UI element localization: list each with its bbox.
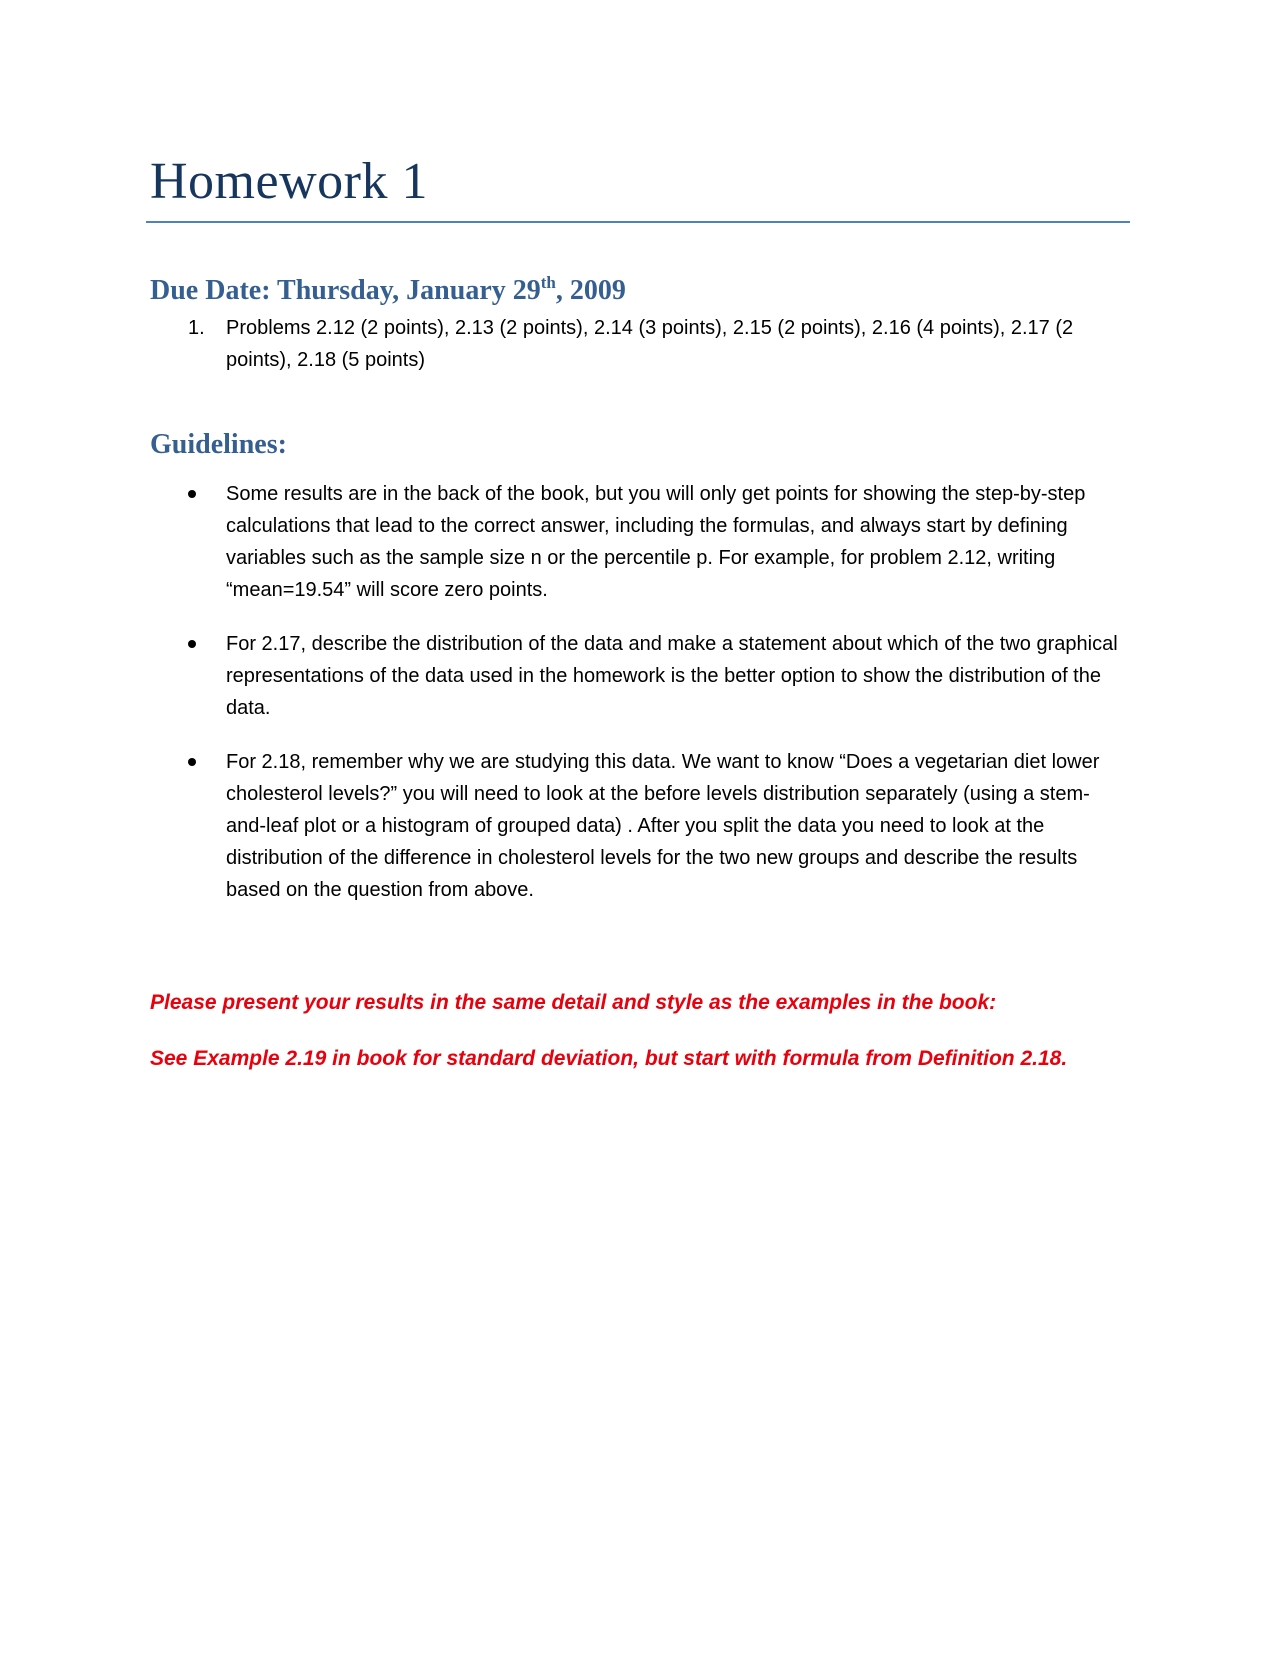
bullet-icon	[188, 758, 196, 766]
guideline-text: Some results are in the back of the book, but you will only get points for showing the step-by-step calculations that lead to the correct answer, including the formulas, and always start by defining variables such as the sample size n or the percentile p. For example, for problem 2.12, writing “mean=19.54” will score zero points.	[226, 483, 1086, 601]
problem-item	[150, 312, 1120, 376]
bullet-icon	[188, 490, 196, 498]
title-underline	[146, 221, 1130, 223]
due-date-year: , 2009	[555, 275, 626, 306]
presentation-note: Please present your results in the same detail and style as the examples in the book:	[150, 991, 997, 1014]
guidelines-list	[150, 478, 1120, 928]
guideline-text: For 2.17, describe the distribution of the data and make a statement about which of the two graphical representations of the data used in the homework is the better option to show the distribution of the data.	[226, 633, 1118, 719]
due-date-heading	[150, 273, 626, 309]
due-date-text: Due Date: Thursday, January 29	[150, 275, 541, 306]
guideline-item	[150, 478, 1120, 606]
list-number: 1.	[188, 317, 205, 339]
bullet-icon	[188, 640, 196, 648]
guidelines-heading: Guidelines:	[150, 429, 287, 460]
standard-deviation-note: See Example 2.19 in book for standard deviation, but start with formula from Definition 2.18.	[150, 1047, 1068, 1070]
problem-text: Problems 2.12 (2 points), 2.13 (2 points), 2.14 (3 points), 2.15 (2 points), 2.16 (4 points), 2.17 (2 points), 2.18 (5 points)	[226, 317, 1074, 371]
document-title: Homework 1	[150, 153, 428, 210]
guideline-text: For 2.18, remember why we are studying this data. We want to know “Does a vegetarian diet lower cholesterol levels?” you will need to look at the before levels distribution separately (using a stem-and-leaf plot or a histogram of grouped data) . After you split the data you need to look at the distribution of the difference in cholesterol levels for the two new groups and describe the results based on the question from above.	[226, 751, 1100, 901]
problem-list	[150, 312, 1120, 376]
guideline-item	[150, 628, 1120, 724]
guideline-item	[150, 746, 1120, 906]
due-date-superscript: th	[540, 273, 556, 292]
